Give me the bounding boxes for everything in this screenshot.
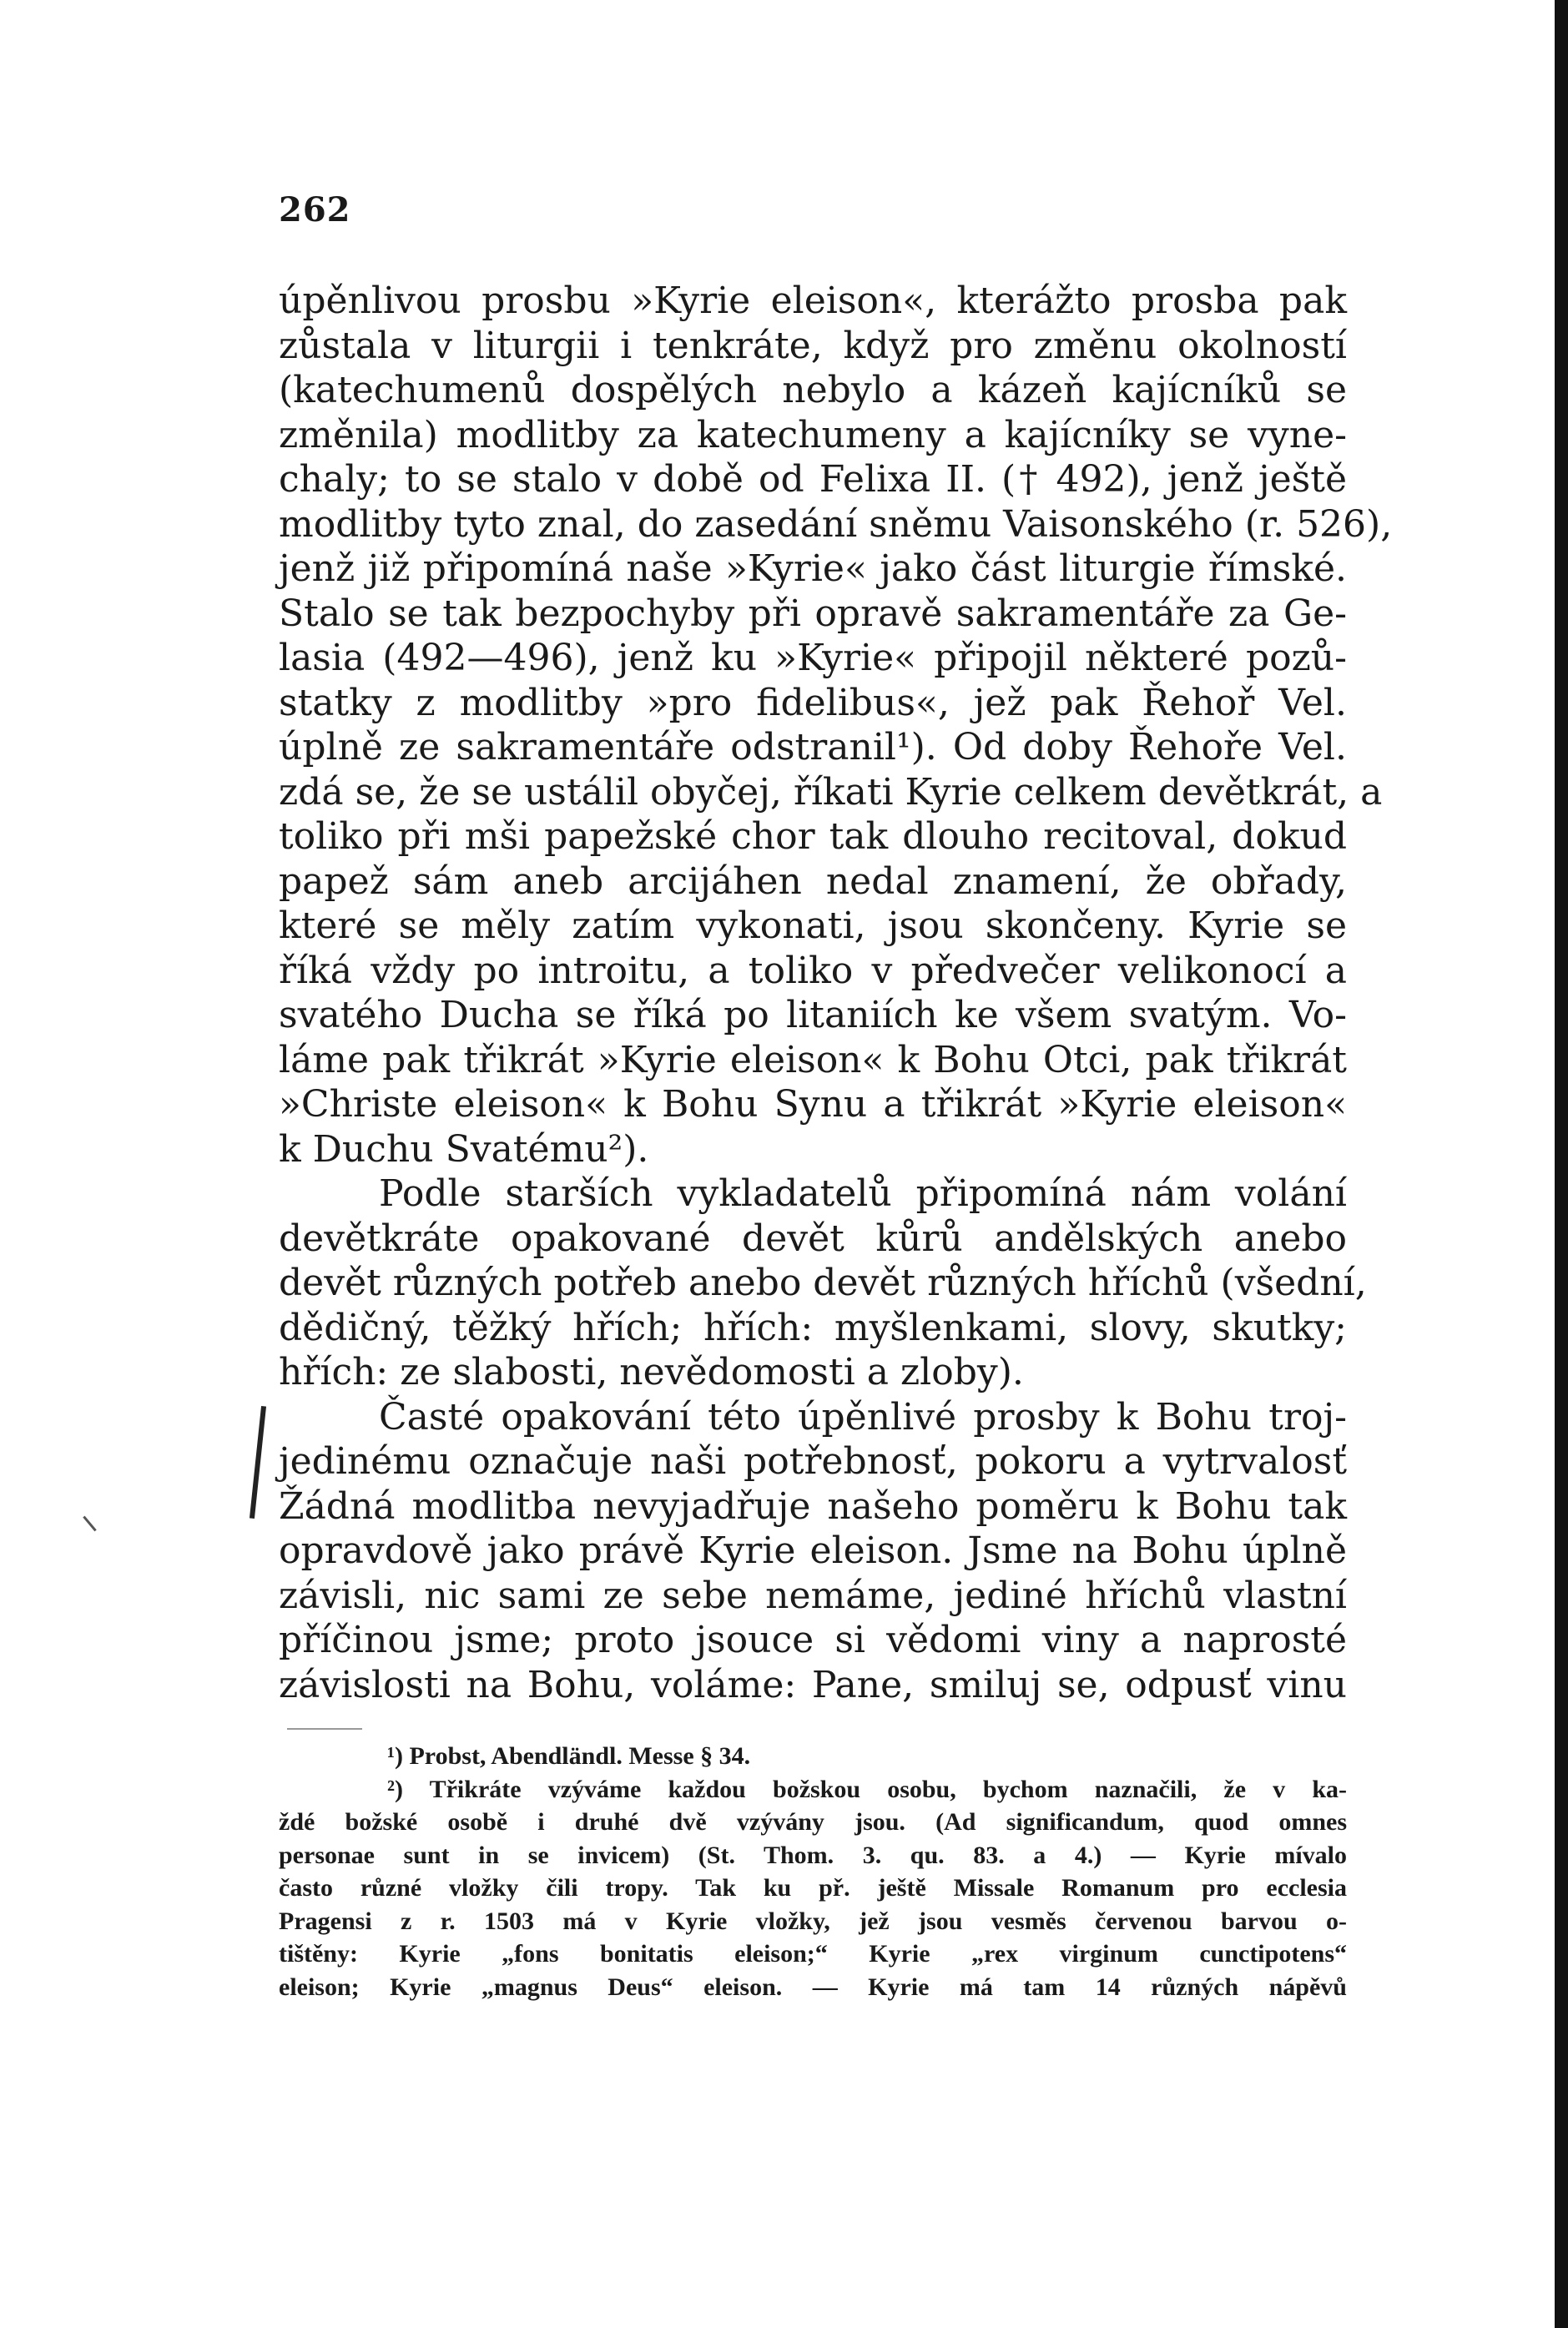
footnote-line: Pragensi z r. 1503 má v Kyrie vložky, jež jsou vesměs červenou barvou o- [279,1907,1347,1935]
text-line: jenž již připomíná naše »Kyrie« jako část liturgie římské. [279,547,1347,590]
text-line: závisli, nic sami ze sebe nemáme, jediné hříchů vlastní [279,1574,1347,1617]
margin-pencil-tick [83,1516,96,1532]
text-line: dědičný, těžký hřích; hřích: myšlenkami, slovy, skutky; [279,1306,1347,1349]
footnote-line: ²) Třikráte vzýváme každou božskou osobu, bychom naznačili, že v ka- [387,1775,1347,1803]
text-line: chaly; to se stalo v době od Felixa II. († 492), jenž ještě [279,458,1347,501]
text-line: svatého Ducha se říká po litaniích ke všem svatým. Vo- [279,994,1347,1036]
footnote-line: eleison; Kyrie „magnus Deus“ eleison. — Kyrie má tam 14 různých nápěvů [279,1973,1347,2001]
text-line: opravdově jako právě Kyrie eleison. Jsme na Bohu úplně [279,1529,1347,1572]
text-line: statky z modlitby »pro fidelibus«, jež pak Řehoř Vel. [279,681,1347,724]
text-line: změnila) modlitby za katechumeny a kajícníky se vyne- [279,413,1347,456]
text-line: láme pak třikrát »Kyrie eleison« k Bohu Otci, pak třikrát [279,1038,1347,1081]
page-edge-scan-border [1555,0,1568,2328]
footnote-line: tištěny: Kyrie „fons bonitatis eleison;“ Kyrie „rex virginum cunctipotens“ [279,1940,1347,1968]
margin-pencil-mark [250,1406,266,1519]
text-line: devět různých potřeb anebo devět různých hříchů (všední, [279,1262,1367,1304]
text-line: zdá se, že se ustálil obyčej, říkati Kyrie celkem devětkrát, a [279,770,1383,814]
text-line: papež sám aneb arcijáhen nedal znamení, že obřady, [279,859,1347,903]
text-line: k Duchu Svatému²). [279,1127,649,1171]
paragraph-start-line: Časté opakování této úpěnlivé prosby k Bohu troj- [379,1395,1347,1439]
footnote-line: ¹) Probst, Abendländl. Messe § 34. [387,1742,751,1770]
text-line: modlitby tyto znal, do zasedání sněmu Vaisonského (r. 526), [279,502,1393,546]
text-line: příčinou jsme; proto jsouce si vědomi viny a naprosté [279,1619,1347,1661]
text-line: toliko při mši papežské chor tak dlouho recitoval, dokud [279,815,1347,858]
text-line: Stalo se tak bezpochyby při opravě sakramentáře za Ge- [279,592,1347,635]
footnote-line: personae sunt in se invicem) (St. Thom. 3. qu. 83. a 4.) — Kyrie mívalo [279,1841,1347,1869]
text-line: »Christe eleison« k Bohu Synu a třikrát »Kyrie eleison« [279,1083,1347,1126]
text-line: jedinému označuje naši potřebnosť, pokoru a vytrvalosť [279,1440,1347,1483]
footnote-line: často různé vložky čili tropy. Tak ku př. ještě Missale Romanum pro ecclesia [279,1874,1347,1902]
footnote-line: ždé božské osobě i druhé dvě vzývány jsou. (Ad significandum, quod omnes [279,1808,1347,1836]
text-line: úpěnlivou prosbu »Kyrie eleison«, kterážto prosba pak [279,280,1347,322]
text-line: závislosti na Bohu, voláme: Pane, smiluj se, odpusť vinu [279,1663,1347,1706]
text-line: které se měly zatím vykonati, jsou skončeny. Kyrie se [279,904,1347,947]
footnotes [279,1740,1347,2003]
text-line: (katechumenů dospělých nebylo a kázeň kajícníků se [279,369,1347,411]
text-line: Žádná modlitba nevyjadřuje našeho poměru k Bohu tak [279,1484,1347,1528]
text-line: hřích: ze slabosti, nevědomosti a zloby). [279,1351,1024,1393]
page-number: 262 [279,190,351,229]
text-line: devětkráte opakované devět kůrů andělských anebo [279,1217,1347,1260]
footnote-separator [287,1728,362,1730]
text-line: říká vždy po introitu, a toliko v předvečer velikonocí a [279,949,1347,992]
text-line: zůstala v liturgii i tenkráte, když pro změnu okolností [279,324,1347,367]
text-line: lasia (492—496), jenž ku »Kyrie« připojil některé pozů- [279,637,1347,679]
text-line: úplně ze sakramentáře odstranil¹). Od doby Řehoře Vel. [279,726,1347,768]
main-text [279,279,1393,1707]
paragraph-start-line: Podle starších vykladatelů připomíná nám volání [379,1172,1347,1215]
